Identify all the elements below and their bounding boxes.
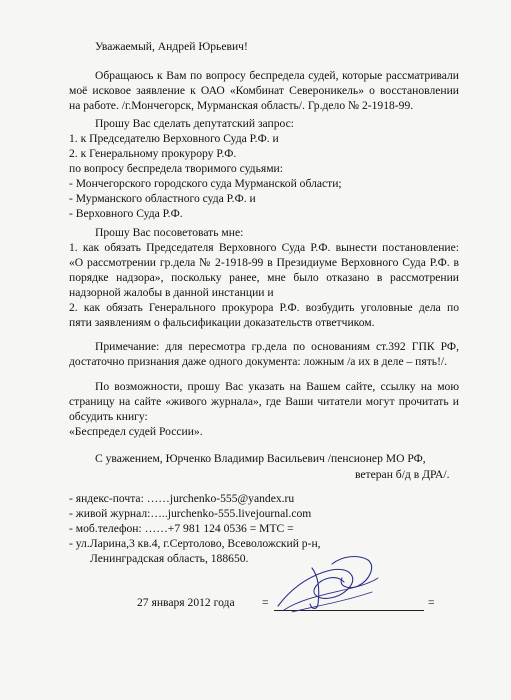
closing-line2: ветеран б/д в ДРА/. [355, 468, 450, 481]
para4-line1: По возможности, прошу Вас указать на Вашем сайте, ссылку на мою [95, 380, 459, 393]
para3-line2: 1. как обязать Председателя Верховного Суда Р.Ф. вынести постановление: [69, 241, 459, 254]
para2-line7: - Верховного Суда Р.Ф. [69, 207, 183, 220]
contact-blog: - живой журнал:…..jurchenko-555.livejournal.com [69, 507, 312, 520]
para3-line1: Прошу Вас посоветовать мне: [95, 226, 244, 239]
para4-line4: «Беспредел судей России». [69, 425, 203, 438]
contact-phone: - моб.телефон: ……+7 981 124 0536 = МТС = [69, 522, 294, 535]
letter-date: 27 января 2012 года [137, 596, 235, 609]
para3-line5: надзорной жалобы в данной инстанции и [69, 286, 274, 299]
contact-address-line2: Ленинградская область, 188650. [90, 552, 249, 565]
para2-line1: Прошу Вас сделать депутатский запрос: [95, 117, 295, 130]
para2-line4: по вопросу беспредела творимого судьями: [69, 162, 283, 175]
para2-line5: - Мончегорского городского суда Мурманской области; [69, 177, 342, 190]
para2-line2: 1. к Председателю Верховного Суда Р.Ф. и [69, 132, 279, 145]
para4-line3: обсудить книгу: [69, 410, 148, 423]
greeting: Уважаемый, Андрей Юрьевич! [95, 40, 248, 53]
note-line1: Примечание: для пересмотра гр.дела по основаниям ст.392 ГПК РФ, [95, 340, 459, 353]
para1-line3: на работе. /г.Мончегорск, Мурманская область/. Гр.дело № 2-1918-99. [69, 99, 414, 112]
para1-line2: моё исковое заявление к ОАО «Комбинат Североникель» о восстановлении [69, 84, 459, 97]
signature-line-start: = [262, 596, 269, 609]
contact-email: - яндекс-почта: ……jurchenko-555@yandex.ru [69, 492, 295, 505]
para2-line3: 2. к Генеральному прокурору Р.Ф. [69, 147, 237, 160]
contact-address-line1: - ул.Ларина,3 кв.4, г.Сертолово, Всеволожский р-н, [69, 537, 321, 550]
para3-line3: «О рассмотрении гр.дела № 2-1918-99 в Президиуме Верховного Суда Р.Ф. в [69, 256, 459, 269]
para2-line6: - Мурманского областного суда Р.Ф. и [69, 192, 256, 205]
closing-line1: С уважением, Юрченко Владимир Васильевич /пенсионер МО РФ, [95, 452, 426, 465]
para4-line2: страницу на сайте «живого журнала», где Ваши читатели могут прочитать и [69, 395, 459, 408]
note-line2: достаточно признания даже одного документа: ложным /а их в деле – пять!/. [69, 355, 448, 368]
para1-line1: Обращаюсь к Вам по вопросу беспредела судей, которые рассматривали [95, 69, 459, 82]
para3-line6: 2. как обязать Генерального прокурора Р.Ф. возбудить уголовные дела по [69, 301, 459, 314]
handwritten-signature-icon [272, 548, 382, 618]
para3-line4: порядке надзора», поскольку ранее, мне было отказано в рассмотрении [69, 271, 459, 284]
para3-line7: пяти заявлениям о фальсификации доказательств ответчиком. [69, 316, 375, 329]
signature-line-end: = [428, 596, 435, 609]
